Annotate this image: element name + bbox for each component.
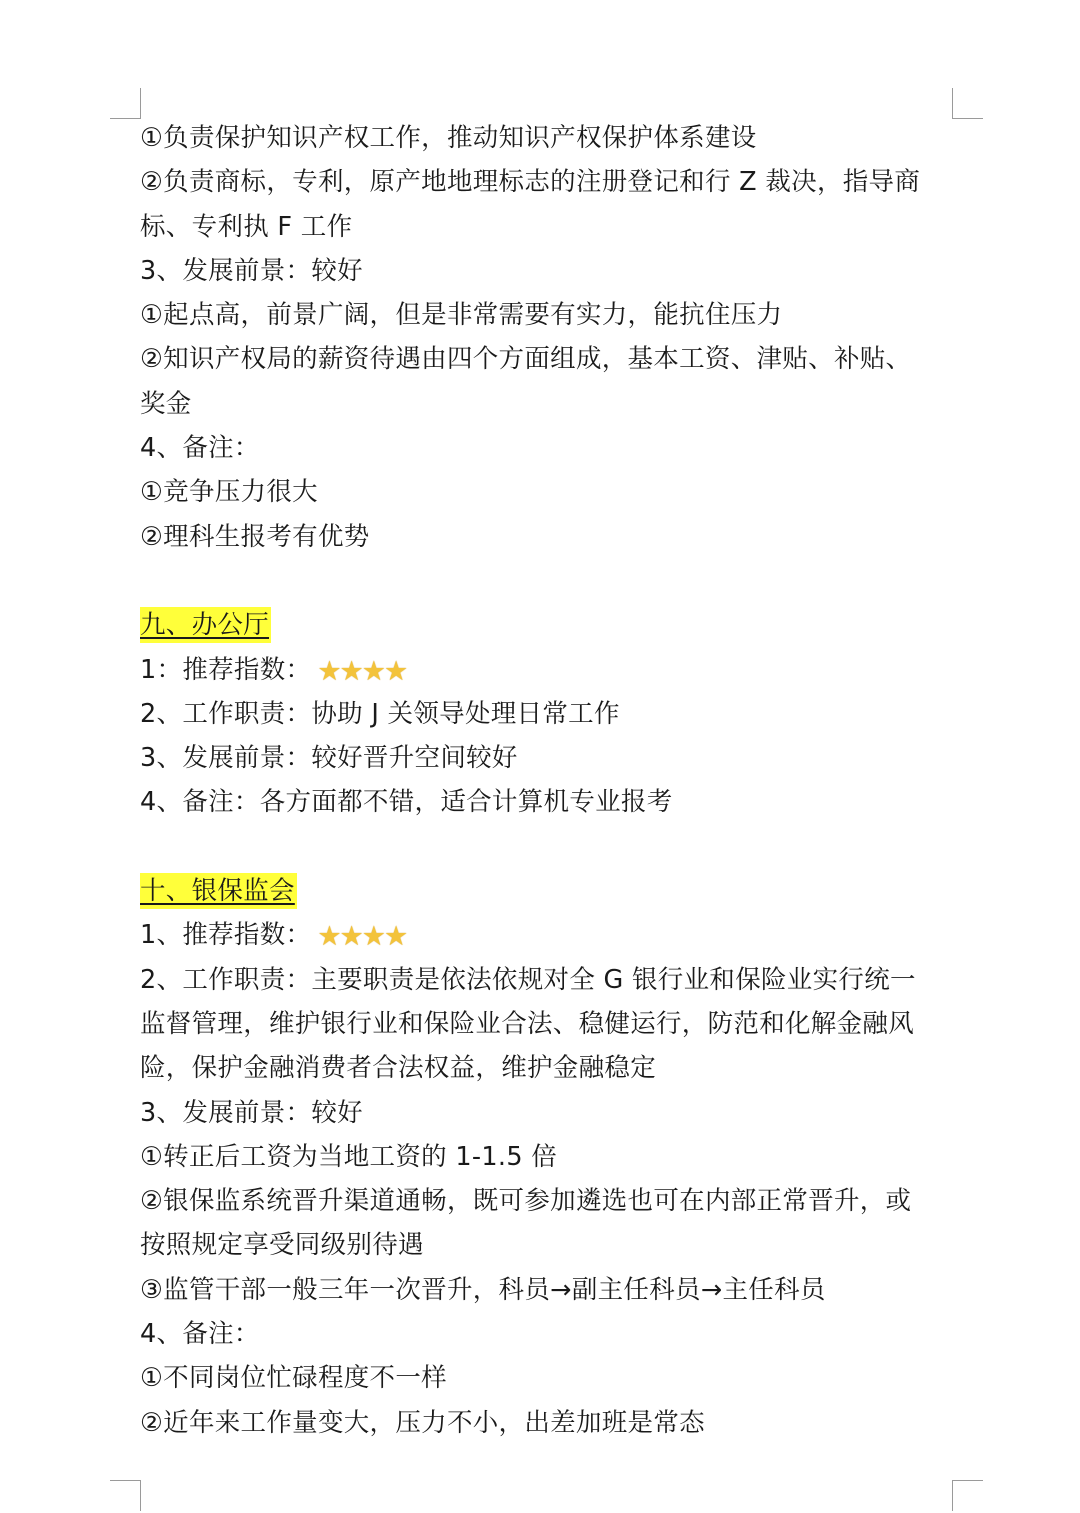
text-line: 3、发展前景：较好 (140, 255, 363, 286)
star-rating (317, 915, 406, 959)
star-icon: ★ (383, 655, 407, 687)
text-line: 标、专利执 F 工作 (140, 211, 353, 242)
text-line: ②近年来工作量变大，压力不小，出差加班是常态 (140, 1407, 705, 1438)
text-line: 3、发展前景：较好 (140, 1097, 363, 1128)
text-line: 4、备注： (140, 433, 260, 464)
rating-label: 1、推荐指数： (140, 920, 312, 951)
text-line: ②负责商标，专利，原产地地理标志的注册登记和行 Z 裁决，指导商 (140, 167, 921, 198)
section-heading: 十、银保监会 (140, 873, 297, 909)
page-corner-mark-top-left (110, 88, 141, 119)
star-icon: ★ (383, 921, 407, 953)
text-line: 按照规定享受同级别待遇 (140, 1230, 424, 1261)
text-line: ②理科生报考有优势 (140, 521, 370, 552)
blank-line (140, 559, 955, 603)
page-corner-mark-bottom-left (110, 1480, 141, 1511)
star-icon: ★ (361, 921, 384, 953)
section-10 (140, 869, 955, 913)
text-line: ①不同岗位忙碌程度不一样 (140, 1363, 447, 1394)
text-line: ①转正后工资为当地工资的 1-1.5 倍 (140, 1141, 558, 1172)
text-line: 4、备注：各方面都不错，适合计算机专业报考 (140, 787, 673, 818)
rating-row (140, 913, 955, 957)
star-icon: ★ (361, 655, 384, 687)
text-line: 4、备注： (140, 1319, 260, 1350)
document-body (140, 116, 955, 1445)
page-corner-mark-top-right (952, 88, 983, 119)
text-line: ①竞争压力很大 (140, 477, 318, 508)
star-icon: ★ (317, 921, 340, 953)
text-line: 险，保护金融消费者合法权益，维护金融稳定 (140, 1053, 657, 1084)
text-line: 2、工作职责：主要职责是依法依规对全 G 银行业和保险业实行统一 (140, 964, 916, 995)
text-line: ①负责保护知识产权工作，推动知识产权保护体系建设 (140, 123, 757, 153)
section-9 (140, 603, 955, 647)
text-line: 奖金 (140, 388, 192, 419)
page-corner-mark-bottom-right (952, 1480, 983, 1511)
text-line: ③监管干部一般三年一次晋升，科员→副主任科员→主任科员 (140, 1274, 826, 1305)
section-heading: 九、办公厅 (140, 607, 271, 643)
blank-line (140, 825, 955, 869)
text-line: 3、发展前景：较好晋升空间较好 (140, 743, 518, 774)
text-line: 监督管理，维护银行业和保险业合法、稳健运行，防范和化解金融风 (140, 1008, 915, 1039)
text-line: ②银保监系统晋升渠道通畅，既可参加遴选也可在内部正常晋升，或 (140, 1186, 912, 1217)
star-rating (317, 650, 406, 694)
star-icon: ★ (339, 921, 362, 953)
star-icon: ★ (339, 655, 362, 687)
text-line: 2、工作职责：协助 J 关领导处理日常工作 (140, 698, 620, 729)
text-line: ②知识产权局的薪资待遇由四个方面组成，基本工资、津贴、补贴、 (140, 344, 912, 375)
rating-label: 1：推荐指数： (140, 654, 312, 685)
star-icon: ★ (317, 655, 340, 687)
text-line: ①起点高，前景广阔，但是非常需要有实力，能抗住压力 (140, 300, 783, 331)
rating-row (140, 648, 955, 692)
